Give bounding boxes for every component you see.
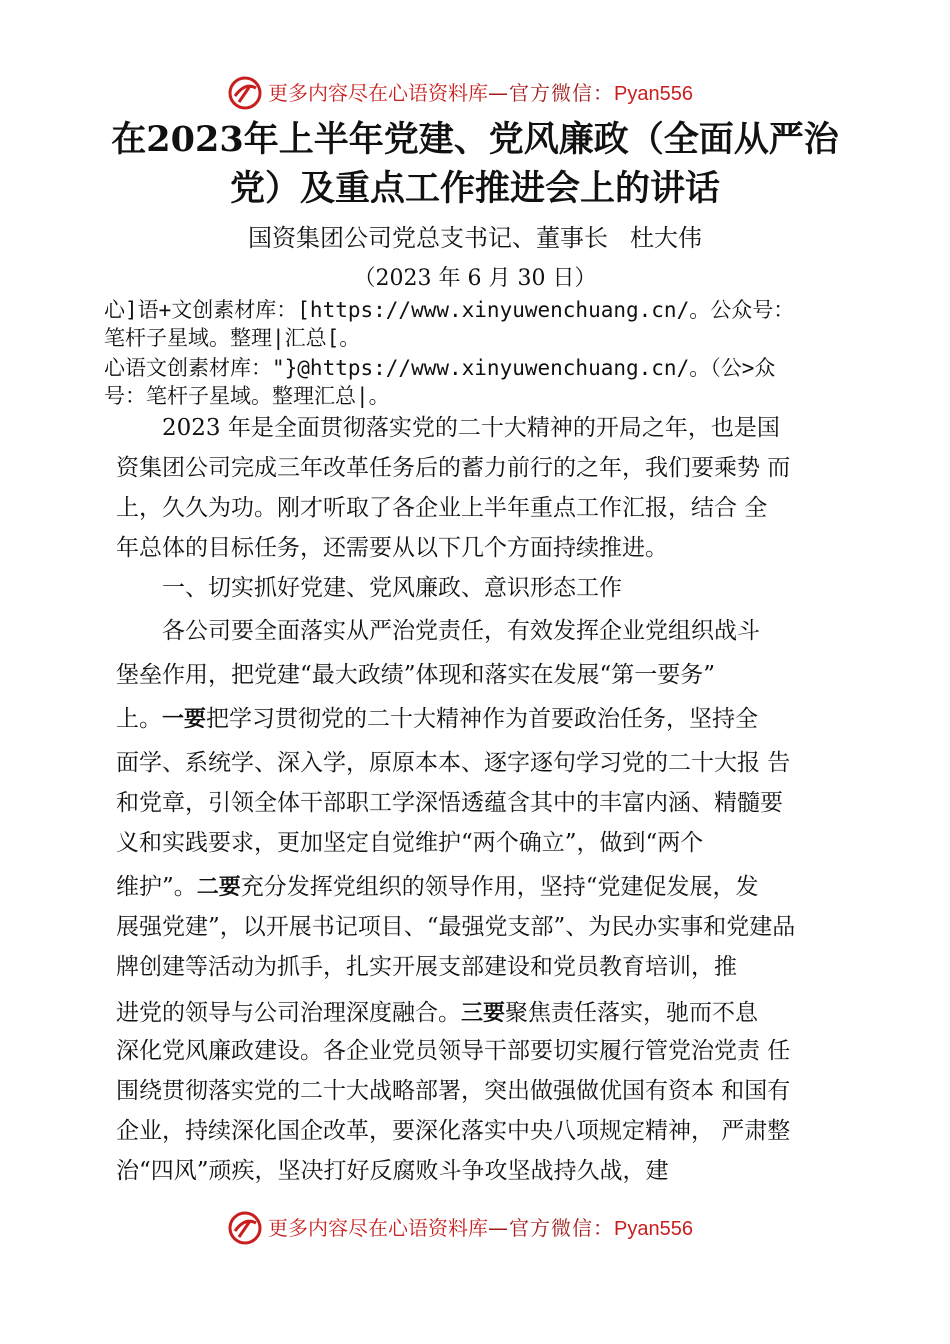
source-note-line: 号：笔杆子星域。整理汇总|。 [104,384,390,408]
author-line [0,223,950,253]
body-line: 维护”。二要充分发挥党组织的领导作用，坚持“党建促发展，发 [116,874,759,900]
author-role: 国资集团公司党总支书记、董事长 [248,224,608,252]
section-heading: 一、切实抓好党建、党风廉政、意识形态工作 [162,575,622,601]
body-line: 2023 年是全面贯彻落实党的二十大精神的开局之年，也是国 [162,415,780,441]
body-line: 深化党风廉政建设。各企业党员领导干部要切实履行管党治党责 任 [116,1038,791,1064]
document-title-line-1: 在2023年上半年党建、党风廉政（全面从严治 [111,119,839,160]
source-note-line: 心]语+文创素材库：[https://www.xinyuwenchuang.cn/。公众号： [104,298,795,322]
body-line: 牌创建等活动为抓手，扎实开展支部建设和党员教育培训，推 [116,954,737,980]
author-name: 杜大伟 [630,224,702,252]
emphasis-third: 三要 [461,1001,506,1026]
body-line: 上。一要把学习贯彻党的二十大精神作为首要政治任务，坚持全 [116,706,759,732]
body-line: 堡垒作用，把党建“最大政绩”体现和落实在发展“第一要务” [116,662,716,688]
body-line: 上，久久为功。刚才听取了各企业上半年重点工作汇报，结合 全 [116,495,768,521]
body-line: 和党章，引领全体干部职工学深悟透蕴含其中的丰富内涵、精髓要 [116,790,783,816]
body-line: 展强党建”，以开展书记项目、“最强党支部”、为民办实事和党建品 [116,914,796,940]
document-title-line-2: 党）及重点工作推进会上的讲话 [229,168,720,209]
body-line: 义和实践要求，更加坚定自觉维护“两个确立”，做到“两个 [116,830,704,856]
banner-text: 更多内容尽在心语资料库—官方微信：Pyan556 [268,81,693,105]
body-line: 资集团公司完成三年改革任务后的蓄力前行的之年，我们要乘势 而 [116,455,791,481]
brand-logo-icon [226,74,264,112]
body-line: 进党的领导与公司治理深度融合。三要聚焦责任落实，驰而不息 [116,1000,759,1026]
body-line: 年总体的目标任务，还需要从以下几个方面持续推进。 [116,535,668,561]
emphasis-second: 二要 [196,875,241,900]
body-line: 各公司要全面落实从严治党责任，有效发挥企业党组织战斗 [162,618,760,644]
body-line: 围绕贯彻落实党的二十大战略部署，突出做强做优国有资本 和国有 [116,1078,791,1104]
brand-logo-icon [226,1209,264,1247]
source-note-line: 笔杆子星域。整理|汇总[。 [104,326,361,350]
speech-date: （2023 年 6 月 30 日） [353,266,597,291]
emphasis-first: 一要 [162,707,207,732]
header-banner [0,74,950,114]
footer-banner [0,1209,950,1249]
body-line: 面学、系统学、深入学，原原本本、逐字逐句学习党的二十大报 告 [116,750,791,776]
body-line: 治“四风”顽疾，坚决打好反腐败斗争攻坚战持久战，建 [116,1158,669,1184]
banner-text: 更多内容尽在心语资料库—官方微信：Pyan556 [268,1216,693,1240]
body-line: 企业，持续深化国企改革，要深化落实中央八项规定精神， 严肃整 [116,1118,791,1144]
source-note-line: 心语文创素材库："}@https://www.xinyuwenchuang.cn/。（公>众 [104,356,776,380]
